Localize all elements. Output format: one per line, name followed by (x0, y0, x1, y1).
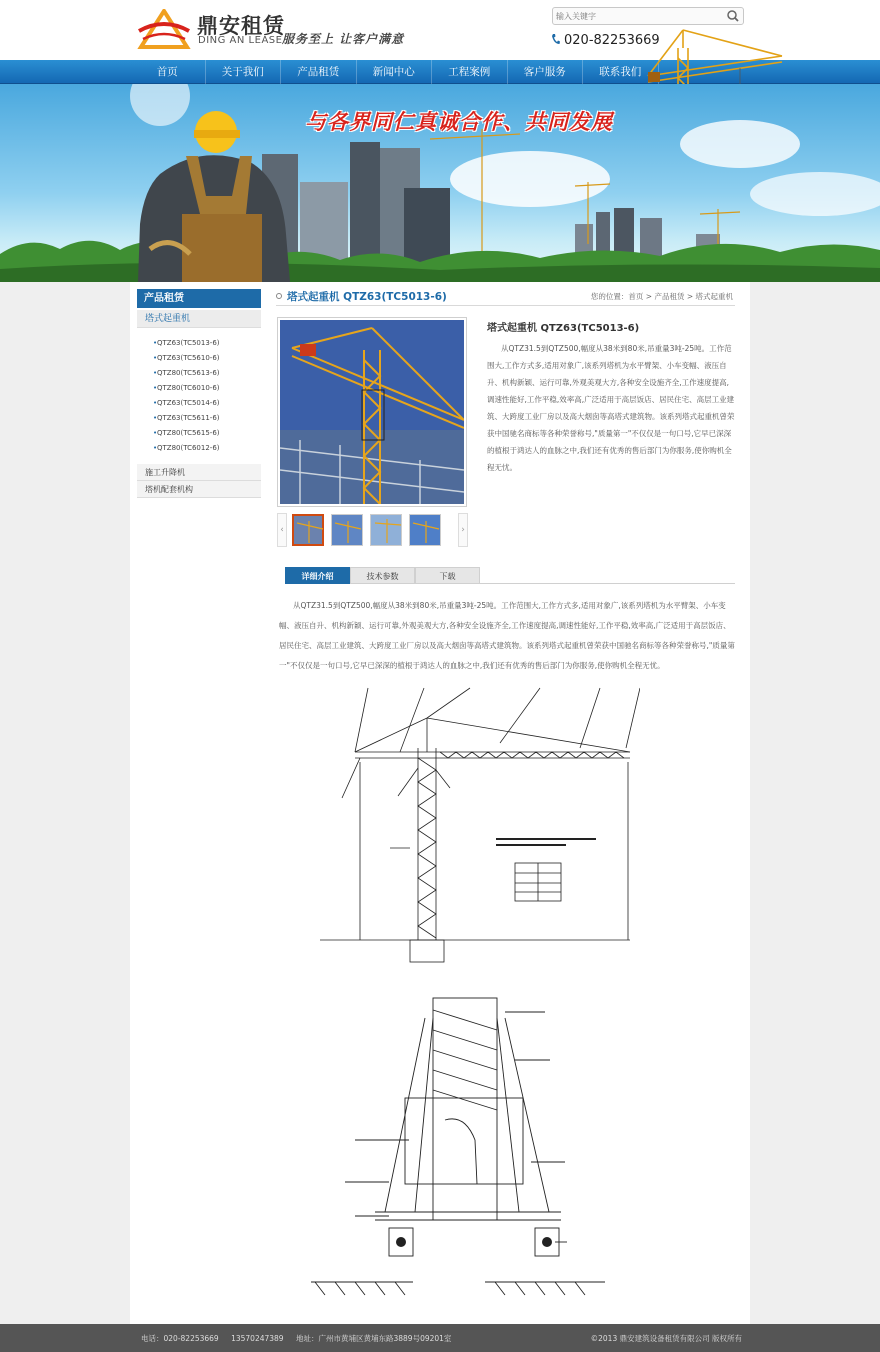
crane-elevation-drawing (300, 678, 640, 968)
prev-arrow-icon[interactable]: ‹ (277, 513, 287, 547)
logo-text[interactable]: 鼎安租赁 (197, 14, 285, 38)
footer-tel: 电话：020-82253669 (141, 1334, 219, 1343)
nav-item-contact[interactable]: 联系我们 (583, 60, 659, 84)
nav-item-about[interactable]: 关于我们 (206, 60, 282, 84)
site-footer (0, 1324, 880, 1352)
next-arrow-icon[interactable]: › (458, 513, 468, 547)
nav-item-service[interactable]: 客户服务 (508, 60, 584, 84)
footer-address: 地址：广州市黄埔区黄埔东路3889号09201室 (295, 1334, 452, 1343)
phone-text: 020-82253669 (564, 33, 660, 48)
sidebar-subitem[interactable]: • QTZ80(TC5615-6) (137, 426, 261, 441)
sidebar-item-elevator[interactable]: 施工升降机 (137, 464, 261, 481)
content-header (276, 289, 735, 306)
nav-item-products[interactable]: 产品租赁 (281, 60, 357, 84)
logo-english: DING AN LEASE (198, 35, 283, 46)
search-box (552, 7, 744, 25)
sidebar-subitem[interactable]: • QTZ63(TC5013-6) (137, 336, 261, 351)
sidebar-subitem[interactable]: • QTZ63(TC5611-6) (137, 411, 261, 426)
thumbnail-strip (277, 513, 468, 547)
nav-item-home[interactable]: 首页 (130, 60, 206, 84)
product-main-image[interactable] (277, 317, 467, 507)
sidebar-subitem[interactable]: • QTZ63(TC5014-6) (137, 396, 261, 411)
sidebar-title: 产品租赁 (137, 289, 261, 308)
tab-download[interactable]: 下载 (415, 567, 480, 584)
detail-tabs (285, 567, 735, 584)
product-name: 塔式起重机 QTZ63(TC5013-6) (487, 323, 640, 334)
nav-item-cases[interactable]: 工程案例 (432, 60, 508, 84)
hero-banner (0, 84, 880, 282)
sidebar-subitem[interactable]: • QTZ80(TC6010-6) (137, 381, 261, 396)
sidebar-item-parts[interactable]: 塔机配套机构 (137, 481, 261, 498)
crane-photo (280, 320, 464, 504)
page-title: 塔式起重机 QTZ63(TC5013-6) (287, 291, 447, 303)
logo-icon[interactable] (137, 9, 191, 49)
footer-copyright: ©2013 鼎安建筑设备租赁有限公司 版权所有 (590, 1334, 742, 1343)
climbing-frame-drawing (305, 990, 625, 1302)
thumbnail-cranes (295, 517, 461, 545)
banner-slogan: 与各界同仁真诚合作、共同发展 (305, 109, 613, 134)
search-input[interactable] (556, 9, 716, 23)
sidebar (137, 289, 261, 498)
tab-specs[interactable]: 技术参数 (350, 567, 415, 584)
header-slogan: 服务至上 让客户满意 (282, 32, 405, 46)
detail-description: 从QTZ31.5到QTZ500,幅度从38米到80米,吊重量3吨-25吨。工作范围大,工作方式多,适用对象广,该系列塔机为水平臂架、小车变幅、液压自升、机构新颖、运行可靠,外观美观大方,各种安全设施齐全,工作速度提高,调速性能好,工作平稳,效率高,广泛适用于高层饭店、居民住宅、高层工业建筑、大跨度工业厂房以及高大烟囱等高塔式建筑物。该系列塔式起重机曾荣获中国驰名商标等各种荣誉称号,"质量第一"不仅仅是一句口号,它早已深深的植根于鸿达人的血脉之中,我们还有优秀的售后部门为你服务,使你购机全程无忧。 (279, 601, 735, 670)
footer-contact (141, 1333, 461, 1344)
sidebar-item-tower-crane[interactable]: 塔式起重机 (137, 310, 261, 328)
nav-item-news[interactable]: 新闻中心 (357, 60, 433, 84)
tab-detail[interactable]: 详细介绍 (285, 567, 350, 584)
sidebar-subitem[interactable]: • QTZ80(TC6012-6) (137, 441, 261, 456)
phone-icon (551, 33, 560, 45)
product-description: 从QTZ31.5到QTZ500,幅度从38米到80米,吊重量3吨-25吨。工作范围大,工作方式多,适用对象广,该系列塔机为水平臂架、小车变幅、液压自升、机构新颖、运行可靠,外观美观大方,各种安全设施齐全,工作速度提高,调速性能好,工作平稳,效率高,广泛适用于高层饭店、居民住宅、高层工业建筑、大跨度工业厂房以及高大烟囱等高塔式建筑物。该系列塔式起重机曾荣获中国驰名商标等各种荣誉称号,"质量第一"不仅仅是一句口号,它早已深深的植根于鸿达人的血脉之中,我们还有优秀的售后部门为你服务,使你购机全程无忧。 (487, 344, 735, 472)
search-icon[interactable] (725, 9, 741, 23)
title-bullet-icon (276, 293, 282, 299)
breadcrumb[interactable]: 您的位置：首页 > 产品租赁 > 塔式起重机 (590, 292, 733, 301)
sidebar-subitem[interactable]: • QTZ80(TC5613-6) (137, 366, 261, 381)
footer-mobile: 13570247389 (231, 1334, 284, 1343)
sidebar-subitem[interactable]: • QTZ63(TC5610-6) (137, 351, 261, 366)
